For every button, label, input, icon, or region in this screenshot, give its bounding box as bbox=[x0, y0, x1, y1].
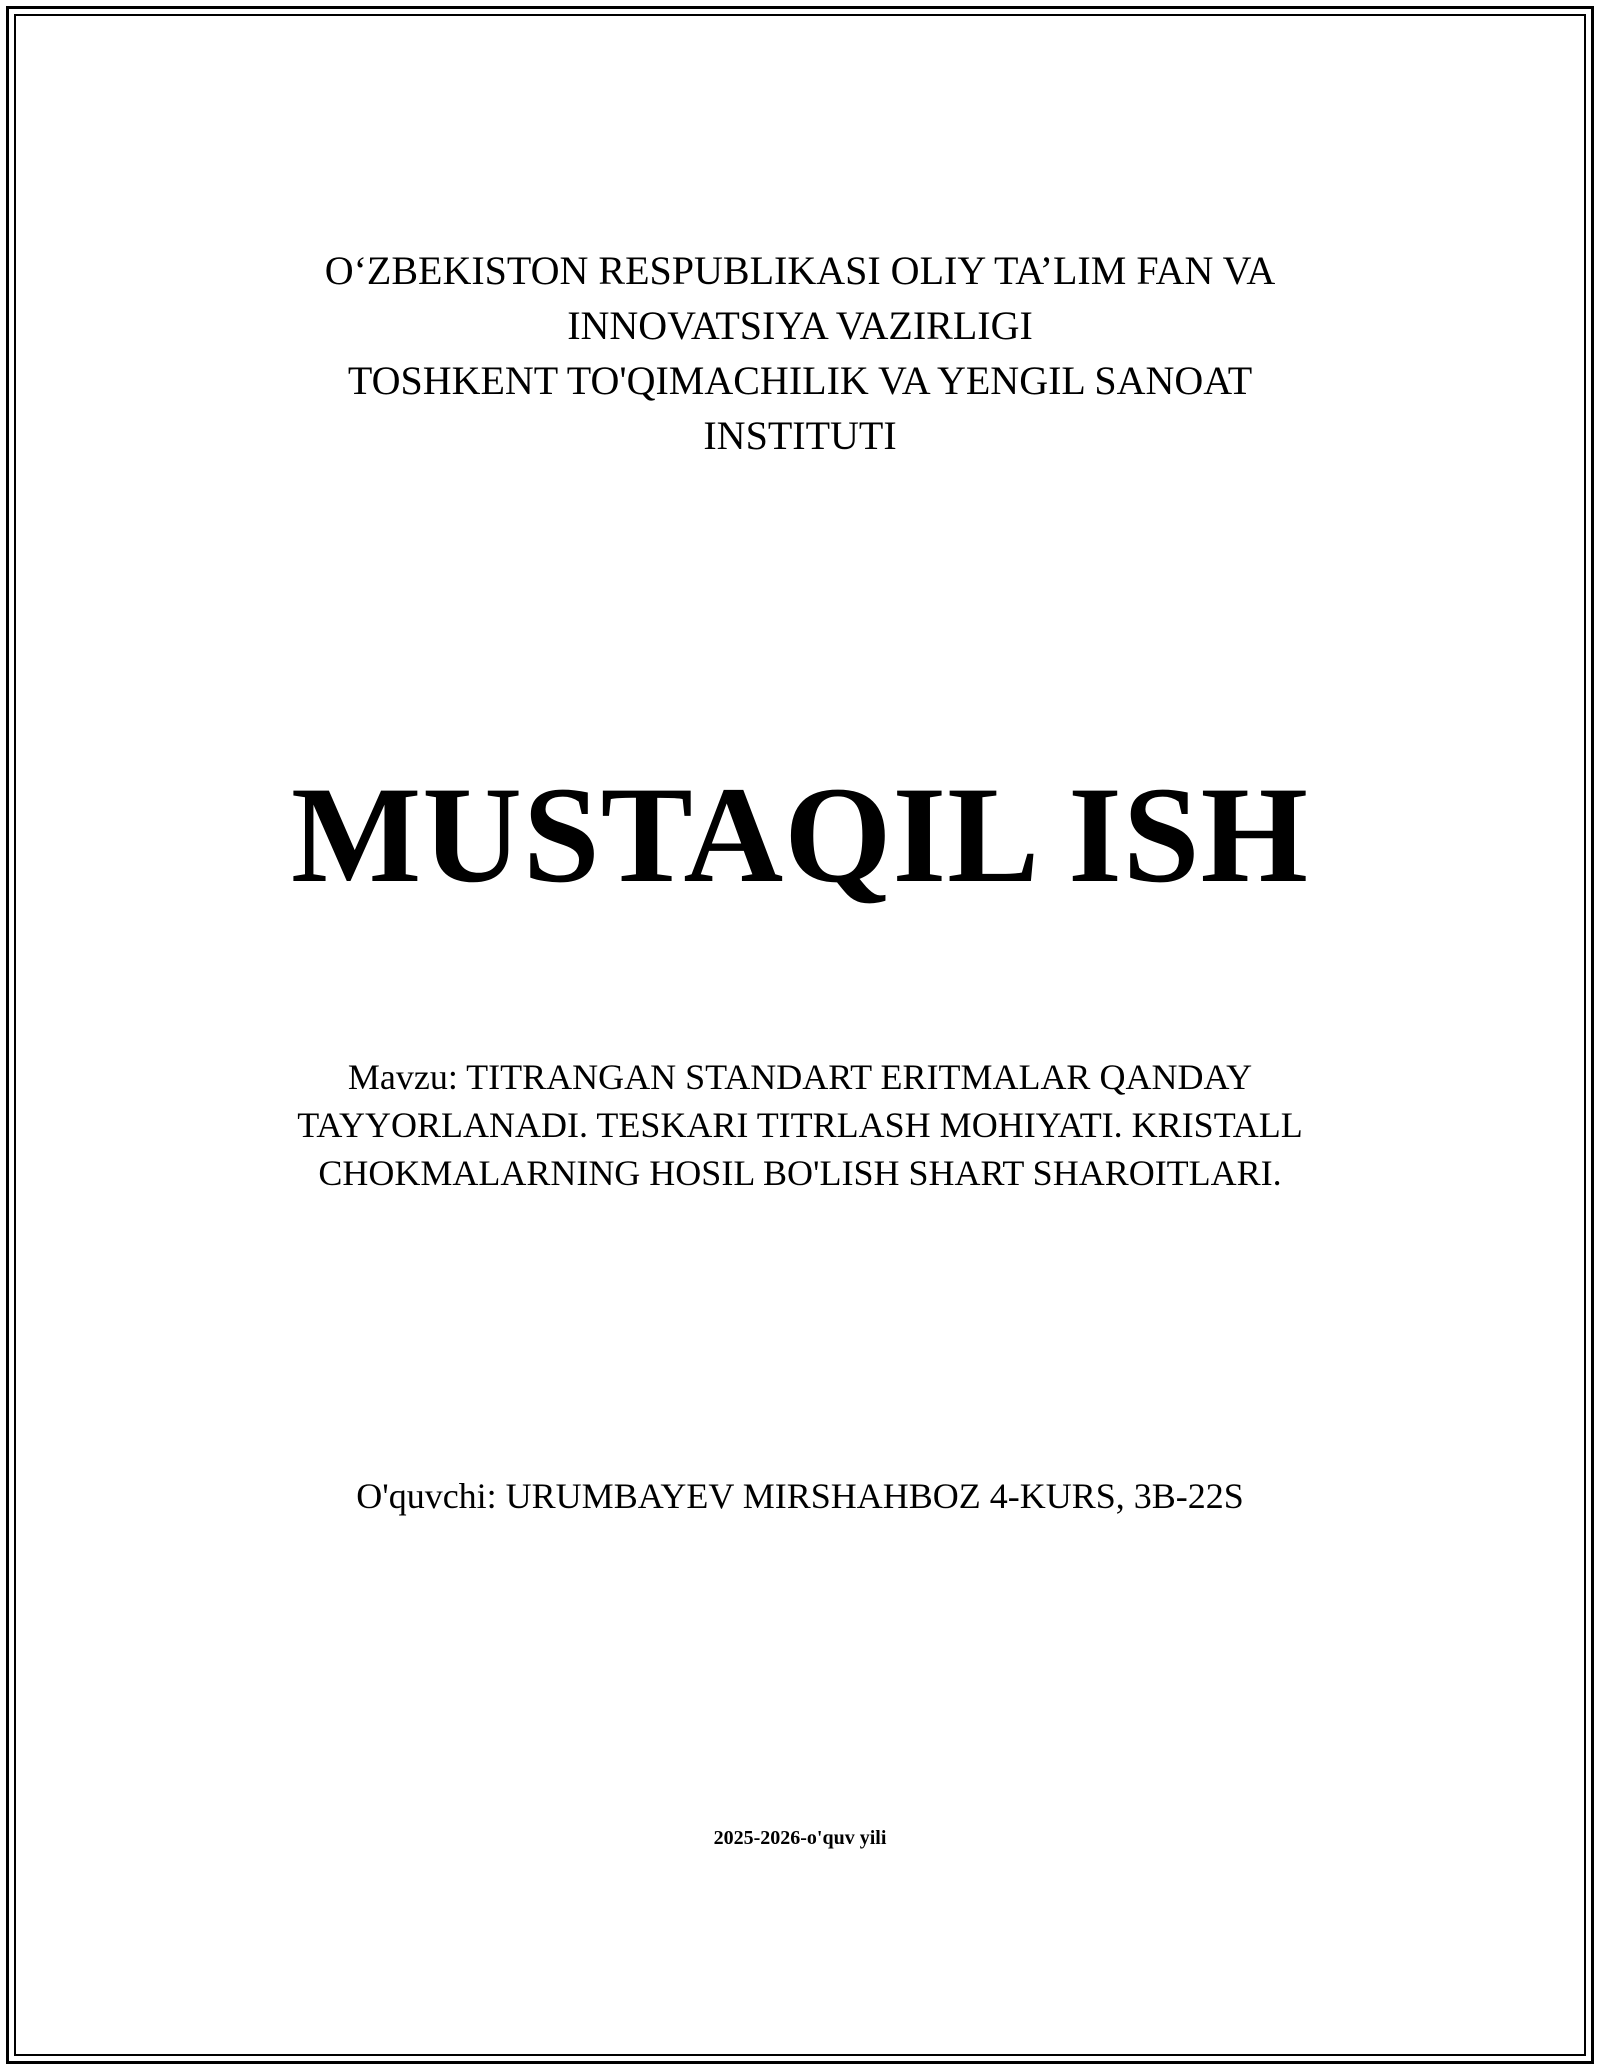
topic-line: Mavzu: TITRANGAN STANDART ERITMALAR QANDAY bbox=[347, 1057, 1253, 1097]
topic-block bbox=[260, 1053, 1340, 1197]
header-line: O‘ZBEKISTON RESPUBLIKASI OLIY TA’LIM FAN VA bbox=[324, 248, 1276, 293]
ministry-header bbox=[0, 243, 1600, 463]
topic-line: TAYYORLANADI. TESKARI TITRLASH MOHIYATI. KRISTALL bbox=[297, 1105, 1303, 1145]
topic-line: CHOKMALARNING HOSIL BO'LISH SHART SHAROITLARI. bbox=[318, 1153, 1282, 1193]
header-line: INSTITUTI bbox=[703, 413, 897, 458]
header-line: TOSHKENT TO'QIMACHILIK VA YENGIL SANOAT bbox=[347, 358, 1253, 403]
document-title: MUSTAQIL ISH bbox=[291, 758, 1309, 911]
header-line: INNOVATSIYA VAZIRLIGI bbox=[567, 303, 1033, 348]
academic-year: 2025-2026-o'quv yili bbox=[713, 1827, 887, 1849]
student-info: O'quvchi: URUMBAYEV MIRSHAHBOZ 4-KURS, 3B-22S bbox=[356, 1476, 1244, 1516]
